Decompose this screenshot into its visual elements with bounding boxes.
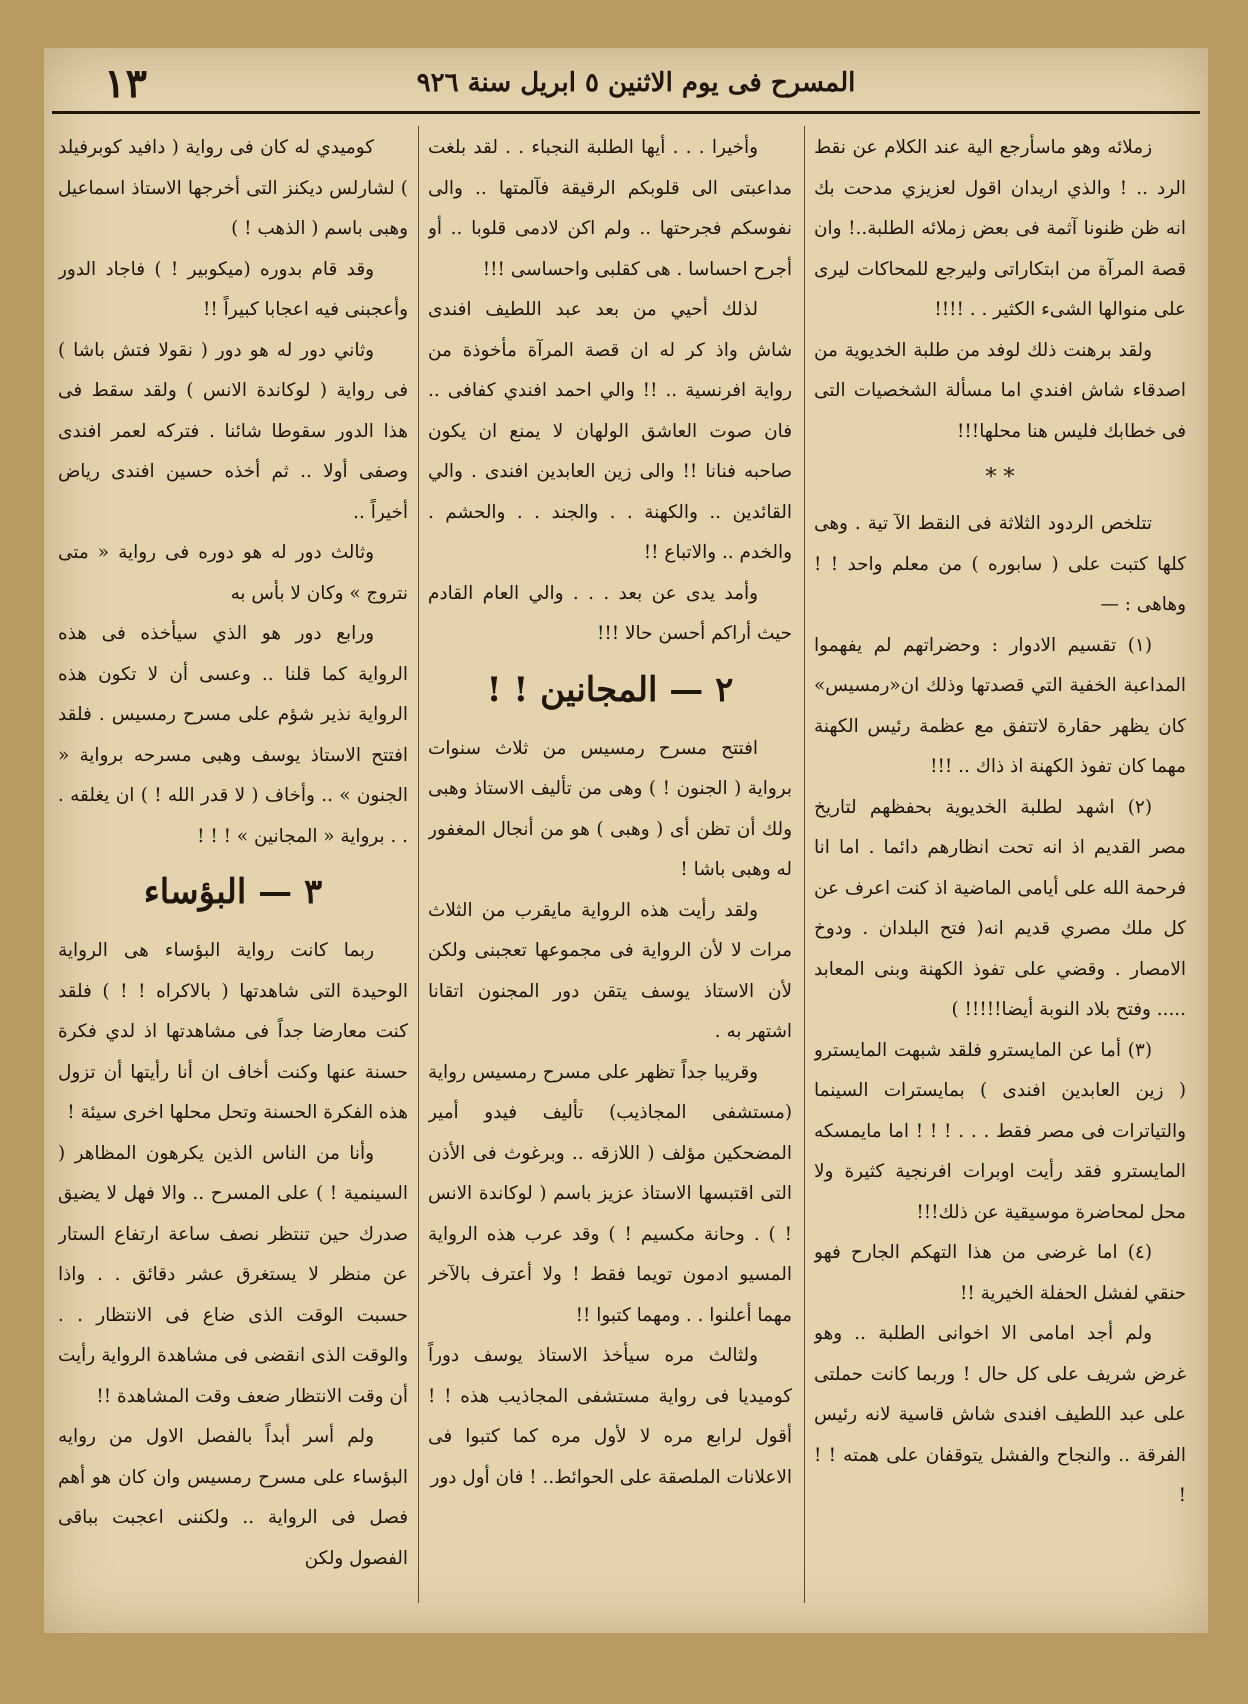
section-heading: ٢ — المجانين ! ! [486, 669, 734, 710]
paragraph: ورابع دور هو الذي سيأخذه فى هذه الرواية كما قلنا .. وعسى أن لا تكون هذه الرواية نذير شؤم على مسرح رمسيس . فلقد افتتح الاستاذ يوسف وهبى مسرحه برواية « الجنون » .. وأخاف ( لا قدر الله ! ) ان يغلقه . . . برواية « المجانين » ! ! ! [58, 623, 408, 847]
paragraph: كوميدي له كان فى رواية ( دافيد كوبرفيلد ) لشارلس ديكنز التى أخرجها الاستاذ اسماعيل وهبى باسم ( الذهب ! ) [58, 137, 408, 239]
paragraph: لذلك أحيي من بعد عبد اللطيف افندى شاش واذ كر له ان قصة المرآة مأخوذة من رواية افرنسية .. !! والي احمد افندي كفافى .. فان صوت العاشق الولهان لا يمنع ان يكون صاحبه فنانا !! والى زين العابدين افندى . والي القائدين .. والكهنة . . والجند . . والحشم . والخدم .. والاتباع !! [428, 299, 792, 563]
paragraph: وأخيرا . . . أيها الطلبة النجباء . . لقد بلغت مداعبتى الى قلوبكم الرقيقة فآلمتها .. والى نفوسكم فجرحتها .. ولم اكن لادمى قلوبا .. أو أجرح احساسا . هى كقلبى واحساسى !!! [428, 137, 792, 280]
paragraph: (٢) اشهد لطلبة الخديوية بحفظهم لتاريخ مصر القديم اذ انه تحت انظارهم دائما . اما انا فرحمة الله على أيامى الماضية اذ كنت اعرف عن كل ملك مصري قديم انه( فتح البلدان . ودوخ الامصار . وقضي على تفوذ الكهنة وبنى المعابد ..... وفتح بلاد النوبة أيضا!!!!! ) [814, 796, 1186, 1020]
paragraph: وأنا من الناس الذين يكرهون المظاهر ( السينمية ! ) على المسرح .. والا فهل لا يضيق صدرك حين تنتظر نصف ساعة ارتفاع الستار عن منظر لا يستغرق عشر دقائق . . واذا حسبت الوقت الذى ضاع فى الانتظار . . والوقت الذى انقضى فى مشاهدة الرواية رأيت أن وقت الانتظار ضعف وقت المشاهدة !! [58, 1142, 408, 1407]
paragraph: وثاني دور له هو دور ( نقولا فتش باشا ) فى رواية ( لوكاندة الانس ) ولقد سقط فى هذا الدور سقوطا شائنا . فتركه لعمر افندى وصفى أولا .. ثم أخذه حسين افندى رياض أخيراً .. [58, 339, 408, 523]
paragraph: (٣) أما عن المايسترو فلقد شبهت المايسترو ( زين العابدين افندى ) بمايسترات السينما والتياترات فى مصر فقط . . . ! ! ! اما مايمسكه المايسترو فقد رأيت اوبرات افرنجية كثيرة ولا محل لمحاضرة موسيقية عن ذلك!!! [814, 1039, 1186, 1223]
paragraph: ربما كانت رواية البؤساء هى الرواية الوحيدة التى شاهدتها ( بالاكراه ! ! ) فلقد كنت معارضا جداً فى مشاهدتها اذ لدي فكرة حسنة عنها وكنت أخاف ان أنا رأيتها أن تزول هذه الفكرة الحسنة وتحل محلها اخرى سيئة ! [58, 940, 408, 1123]
paragraph: زملائه وهو ماسأرجع الية عند الكلام عن نقط الرد .. ! والذي اريدان اقول لعزيزي مدحت بك انه ظن ظنونا آثمة فى بعض زملائه الطلبة..! وان قصة المرآة من ابتكاراتى وليرجع للمحاكات ليرى على منوالها الشىء الكثير . . !!!! [814, 137, 1186, 320]
paragraph: (٤) اما غرضى من هذا التهكم الجارح فهو حنقي لفشل الحفلة الخيرية !! [814, 1242, 1186, 1304]
asterism: * * [985, 465, 1015, 490]
paragraph: افتتح مسرح رمسيس من ثلاث سنوات برواية ( الجنون ! ) وهى من تأليف الاستاذ وهبى ولك أن تظن أى ( وهبى ) هو من أنجال المغفور له وهبى باشا ! [428, 737, 792, 880]
newspaper-page [44, 48, 1208, 1633]
header-rule [52, 111, 1200, 114]
column-divider [418, 126, 419, 1603]
paragraph: ولقد برهنت ذلك لوفد من طلبة الخديوية من اصدقاء شاش افندي اما مسألة الشخصيات التى فى خطابك فليس هنا محلها!!! [814, 339, 1186, 442]
paragraph: وقد قام بدوره (ميكوبير ! ) فاجاد الدور وأعجبنى فيه اعجابا كبيراً !! [58, 258, 408, 320]
paragraph: وأمد يدى عن بعد . . . والي العام القادم حيث أراكم أحسن حالا !!! [428, 582, 792, 644]
paragraph: ولثالث مره سيأخذ الاستاذ يوسف دوراً كوميديا فى رواية مستشفى المجاذيب هذه ! ! أقول لرابع مره لا لأول مره كما كتبوا فى الاعلانات الملصقة على الحوائط.. ! فان أول دور [428, 1345, 792, 1488]
header-title: المسرح فى يوم الاثنين ٥ ابريل سنة ٩٢٦ [416, 68, 856, 98]
paragraph: تتلخص الردود الثلاثة فى النقط الآ تية . وهى كلها كتبت على ( سابوره ) من معلم واحد ! ! وهاهى : — [814, 513, 1186, 615]
paragraph: ولم أسر أبداً بالفصل الاول من روايه البؤساء على مسرح رمسيس وان كان هو أهم فصل فى الرواية .. ولكننى اعجبت بباقى الفصول ولكن [58, 1426, 408, 1569]
paragraph: وثالث دور له هو دوره فى رواية « متى نتروج » وكان لا بأس به [58, 542, 408, 604]
paragraph: ولقد رأيت هذه الرواية مايقرب من الثلاث مرات لا لأن الرواية فى مجموعها تعجبنى ولكن لأن الاستاذ يوسف يتقن دور المجنون اتقانا اشتهر به . [428, 899, 792, 1042]
paragraph: (١) تقسيم الادوار : وحضراتهم لم يفهموا المداعبة الخفية التي قصدتها وذلك ان«رمسيس» كان يظهر حقارة لاتتفق مع عظمة رئيس الكهنة مهما كان تفوذ الكهنة اذ ذاك .. !!! [814, 634, 1186, 777]
page-number: ١٣ [104, 60, 147, 107]
column-divider [804, 126, 805, 1603]
section-heading: ٣ — البؤساء [143, 872, 323, 912]
paragraph: ولم أجد امامى الا اخوانى الطلبة .. وهو غرض شريف على كل حال ! وربما كانت حملتى على عبد اللطيف افندى شاش قاسية لانه رئيس الفرقة .. والنجاح والفشل يتوقفان على همته ! ! ! [814, 1323, 1186, 1506]
column-middle [428, 128, 792, 1599]
page-header [56, 62, 1196, 114]
column-right [814, 128, 1186, 1599]
paragraph: وقريبا جداً تظهر على مسرح رمسيس رواية (مستشفى المجاذيب) تأليف فيدو أمير المضحكين مؤلف ( اللازقه .. وبرغوث فى الأذن التى اقتبسها الاستاذ عزيز باسم ( لوكاندة الانس ! ) . وحانة مكسيم ! ) وقد عرب هذه الرواية المسيو ادمون تويما فقط ! ولا أعترف بالآخر مهما أعلنوا . . ومهما كتبوا !! [428, 1061, 792, 1326]
column-left [58, 128, 408, 1599]
